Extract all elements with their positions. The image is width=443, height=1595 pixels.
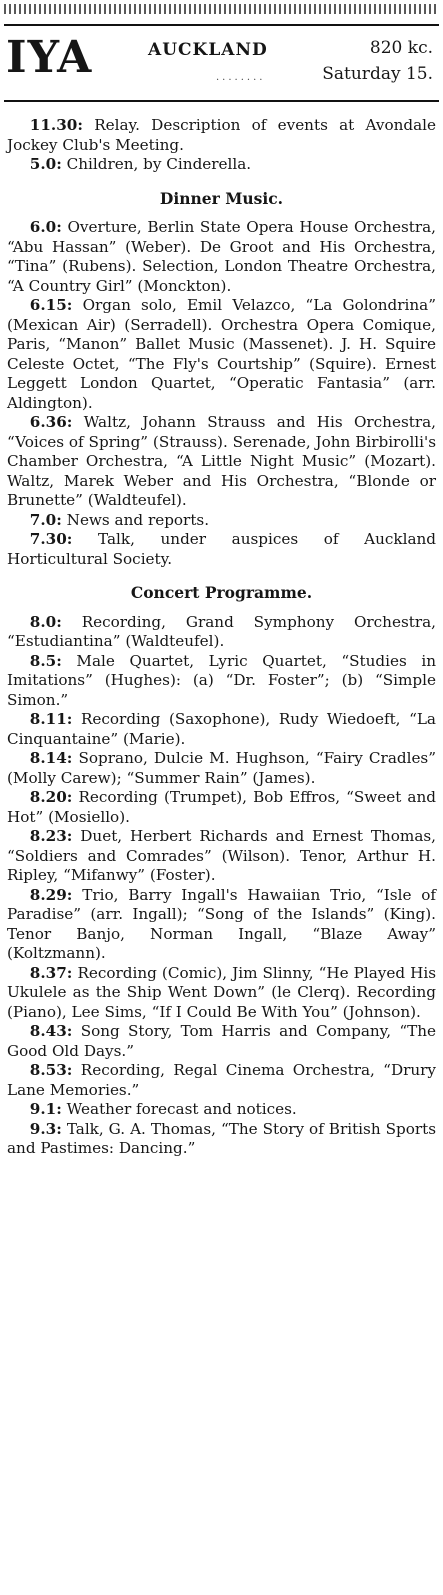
programme-entry (7, 886, 436, 964)
entry-description: Talk, under auspices of Auckland Horticultural Society. (7, 530, 436, 568)
entry-description: Waltz, Johann Strauss and His Orchestra, “Voices of Spring” (Strauss). Serenade, John Birbirolli's Chamber Orchestra, “A Little Night Music” (Mozart). Waltz, Marek Weber and His Orchestra, “Blonde or Brunette” (Waldteufel). (7, 413, 436, 509)
entry-time: 7.0: (29, 510, 62, 529)
entry-description: Overture, Berlin State Opera House Orchestra, “Abu Hassan” (Weber). De Groot and His Orchestra, “Tina” (Rubens). Selection, London Theatre Orchestra, “A Country Girl” (Monckton). (7, 218, 437, 295)
header-leader-dots: ........ (216, 72, 266, 83)
programme-entry (7, 788, 436, 827)
broadcast-day: Saturday 15. (322, 64, 433, 84)
programme-listing (7, 116, 436, 1159)
entry-description: Recording (Comic), Jim Slinny, “He Played His Ukulele as the Ship Went Down” (le Clerq). Recording (Piano), Lee Sims, “If I Could Be With You” (Johnson). (7, 963, 437, 1021)
entry-time: 8.23: (29, 827, 73, 845)
entry-time: 8.14: (29, 749, 73, 767)
programme-entry (7, 116, 436, 155)
entry-description: Male Quartet, Lyric Quartet, “Studies in Imitations” (Hughes): (a) “Dr. Foster”; (b) “Simple Simon.” (7, 651, 437, 709)
entry-description: Soprano, Dulcie M. Hughson, “Fairy Cradles” (Molly Carew); “Summer Rain” (James). (7, 749, 436, 787)
entry-time: 8.0: (29, 612, 62, 631)
entry-time: 8.29: (29, 885, 73, 904)
entry-description: Trio, Barry Ingall's Hawaiian Trio, “Isle of Paradise” (arr. Ingall); “Song of the Islands” (King). Tenor Banjo, Norman Ingall, “Blaze Away” (Koltzmann). (7, 885, 436, 962)
station-frequency: 820 kc. (369, 38, 433, 58)
entry-time: 8.20: (29, 788, 73, 806)
station-header (6, 34, 433, 94)
programme-entry (7, 827, 436, 886)
entry-description: News and reports. (66, 510, 210, 529)
entry-description: Recording (Saxophone), Rudy Wiedoeft, “La Cinquantaine” (Marie). (7, 710, 436, 748)
programme-entry (7, 296, 436, 413)
programme-entry (7, 1100, 436, 1120)
station-callsign: IYA (6, 32, 93, 83)
top-border (4, 2, 439, 16)
entry-time: 8.53: (29, 1061, 73, 1079)
header-top-rule (4, 24, 439, 26)
programme-entry (7, 1120, 436, 1159)
entry-time: 11.30: (29, 116, 83, 134)
entry-description: Talk, G. A. Thomas, “The Story of British Sports and Pastimes: Dancing.” (7, 1119, 437, 1157)
section-heading: Dinner Music. (159, 188, 284, 208)
programme-entry (7, 511, 436, 531)
entry-description: Duet, Herbert Richards and Ernest Thomas, “Soldiers and Comrades” (Wilson). Tenor, Arthur H. Ripley, “Mifanwy” (Foster). (7, 827, 436, 884)
entry-description: Organ solo, Emil Velazco, “La Golondrina” (Mexican Air) (Serradell). Orchestra Opera Comique, Paris, “Manon” Ballet Music (Massenet). J. H. Squire Celeste Octet, “The Fly's Courtship” (Squire). Ernest Leggett London Quartet, “Operatic Fantasia” (arr. Aldington). (7, 296, 437, 412)
programme-entry (7, 1022, 436, 1061)
programme-entry (7, 413, 436, 511)
station-city: AUCKLAND (148, 40, 268, 60)
entry-time: 8.43: (29, 1022, 73, 1040)
entry-time: 6.0: (29, 218, 62, 236)
entry-time: 6.15: (29, 296, 73, 314)
entry-description: Recording (Trumpet), Bob Effros, “Sweet and Hot” (Mosiello). (7, 788, 436, 826)
programme-entry (7, 710, 436, 749)
entry-time: 7.30: (29, 530, 73, 548)
programme-entry (7, 155, 436, 175)
programme-entry (7, 1061, 436, 1100)
programme-entry (7, 530, 436, 569)
entry-description: Recording, Regal Cinema Orchestra, “Drury Lane Memories.” (7, 1061, 437, 1099)
entry-description: Children, by Cinderella. (66, 155, 252, 173)
entry-description: Relay. Description of events at Avondale Jockey Club's Meeting. (7, 116, 436, 154)
header-bottom-rule (4, 100, 439, 102)
entry-description: Recording, Grand Symphony Orchestra, “Estudiantina” (Waldteufel). (7, 612, 436, 650)
programme-entry (7, 749, 436, 788)
entry-time: 5.0: (29, 155, 62, 173)
entry-time: 6.36: (29, 413, 73, 431)
programme-entry (7, 964, 436, 1023)
entry-time: 8.37: (29, 963, 73, 982)
programme-entry (7, 218, 436, 296)
entry-time: 9.3: (29, 1119, 62, 1138)
programme-entry (7, 613, 436, 652)
section-heading: Concert Programme. (130, 583, 313, 602)
programme-entry (7, 652, 436, 711)
entry-time: 8.11: (29, 710, 73, 728)
entry-time: 8.5: (29, 651, 62, 670)
entry-time: 9.1: (29, 1100, 62, 1118)
entry-description: Weather forecast and notices. (66, 1100, 297, 1118)
entry-description: Song Story, Tom Harris and Company, “The Good Old Days.” (7, 1022, 436, 1060)
